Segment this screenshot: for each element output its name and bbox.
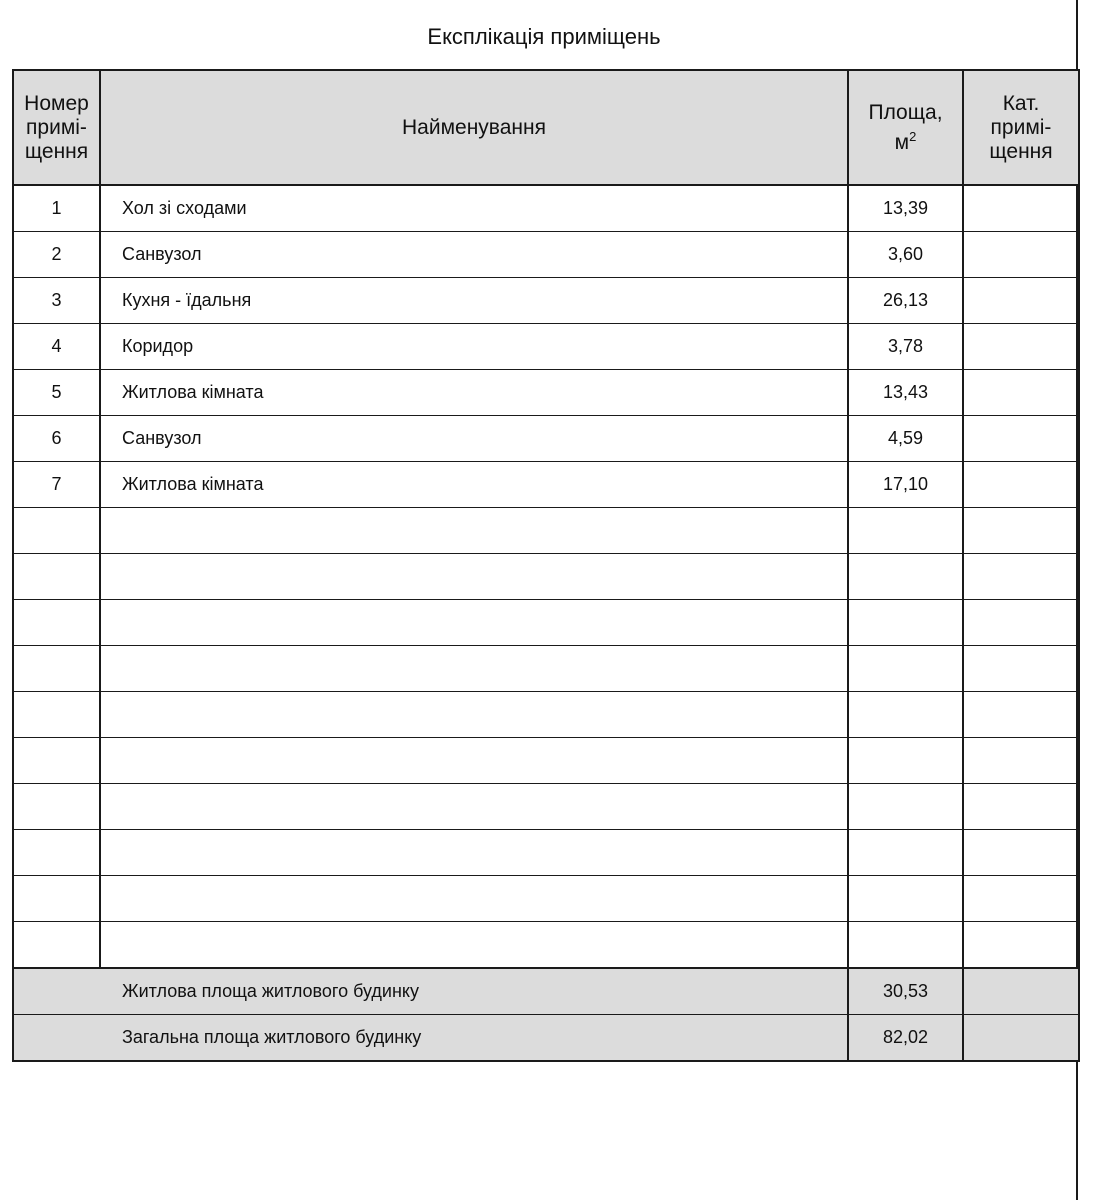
page-title: Експлікація приміщень xyxy=(427,24,661,49)
header-room-name: Найменування xyxy=(100,70,848,185)
header-area-line1: Площа, xyxy=(868,100,943,124)
room-area-cell xyxy=(848,830,963,876)
room-category-cell xyxy=(963,324,1079,370)
room-category-cell xyxy=(963,830,1079,876)
room-area-cell: 3,78 xyxy=(848,324,963,370)
total-area-label: Загальна площа житлового будинку xyxy=(13,1015,848,1062)
header-area-unit-sup: 2 xyxy=(909,128,917,144)
table-row xyxy=(13,784,1079,830)
room-category-cell xyxy=(963,232,1079,278)
room-area-cell: 13,43 xyxy=(848,370,963,416)
table-row xyxy=(13,324,1079,370)
room-number-cell xyxy=(13,738,100,784)
room-category-cell xyxy=(963,922,1079,969)
header-area-unit xyxy=(849,125,962,155)
room-category-cell xyxy=(963,185,1079,232)
room-number-cell xyxy=(13,692,100,738)
room-name-cell: Коридор xyxy=(100,324,848,370)
room-category-cell xyxy=(963,554,1079,600)
room-area-cell xyxy=(848,738,963,784)
header-area-unit-text: м xyxy=(894,130,910,154)
room-name-cell: Кухня - їдальня xyxy=(100,278,848,324)
room-area-cell: 4,59 xyxy=(848,416,963,462)
room-name-cell xyxy=(100,600,848,646)
room-name-cell: Санвузол xyxy=(100,232,848,278)
room-number-cell: 1 xyxy=(13,185,100,232)
room-number-cell xyxy=(13,508,100,554)
room-area-cell xyxy=(848,554,963,600)
header-area xyxy=(848,70,963,185)
total-area-value: 82,02 xyxy=(848,1015,963,1062)
room-name-cell xyxy=(100,554,848,600)
room-category-cell xyxy=(963,600,1079,646)
table-row xyxy=(13,876,1079,922)
room-area-cell xyxy=(848,646,963,692)
room-number-cell: 6 xyxy=(13,416,100,462)
room-number-cell: 7 xyxy=(13,462,100,508)
room-explication-table xyxy=(12,69,1080,1062)
header-room-category xyxy=(963,70,1079,185)
room-name-cell xyxy=(100,876,848,922)
room-category-cell xyxy=(963,738,1079,784)
summary-row-total-area xyxy=(13,1015,1079,1062)
header-room-category-line3: щення xyxy=(989,139,1053,163)
living-area-label: Житлова площа житлового будинку xyxy=(13,968,848,1015)
room-number-cell xyxy=(13,600,100,646)
header-room-number-line1: Номер xyxy=(24,91,89,115)
room-name-cell: Житлова кімната xyxy=(100,370,848,416)
room-name-cell: Хол зі сходами xyxy=(100,185,848,232)
room-name-cell xyxy=(100,784,848,830)
header-room-category-line2: примі- xyxy=(990,115,1052,139)
room-name-cell xyxy=(100,738,848,784)
table-row xyxy=(13,922,1079,969)
room-area-cell xyxy=(848,784,963,830)
total-area-category xyxy=(963,1015,1079,1062)
room-number-cell: 3 xyxy=(13,278,100,324)
room-name-cell: Санвузол xyxy=(100,416,848,462)
table-row xyxy=(13,462,1079,508)
table-header-row xyxy=(13,70,1079,185)
room-category-cell xyxy=(963,416,1079,462)
room-area-cell xyxy=(848,922,963,969)
header-room-category-line1: Кат. xyxy=(1002,91,1040,115)
room-name-cell: Житлова кімната xyxy=(100,462,848,508)
table-row xyxy=(13,646,1079,692)
room-category-cell xyxy=(963,508,1079,554)
summary-row-living-area xyxy=(13,968,1079,1015)
room-area-cell xyxy=(848,876,963,922)
table-row xyxy=(13,370,1079,416)
table-row xyxy=(13,738,1079,784)
table-row xyxy=(13,600,1079,646)
room-number-cell xyxy=(13,830,100,876)
room-category-cell xyxy=(963,646,1079,692)
room-number-cell xyxy=(13,922,100,969)
room-category-cell xyxy=(963,876,1079,922)
room-category-cell xyxy=(963,784,1079,830)
header-room-number-line3: щення xyxy=(24,139,89,163)
room-number-cell xyxy=(13,784,100,830)
room-name-cell xyxy=(100,508,848,554)
table-row xyxy=(13,830,1079,876)
room-name-cell xyxy=(100,830,848,876)
room-number-cell xyxy=(13,876,100,922)
room-number-cell: 5 xyxy=(13,370,100,416)
room-name-cell xyxy=(100,692,848,738)
room-number-cell: 2 xyxy=(13,232,100,278)
room-area-cell xyxy=(848,692,963,738)
room-area-cell xyxy=(848,600,963,646)
living-area-category xyxy=(963,968,1079,1015)
room-category-cell xyxy=(963,692,1079,738)
room-number-cell xyxy=(13,554,100,600)
living-area-value: 30,53 xyxy=(848,968,963,1015)
table-row xyxy=(13,508,1079,554)
table-row xyxy=(13,278,1079,324)
header-room-number-line2: примі- xyxy=(26,115,87,139)
room-category-cell xyxy=(963,462,1079,508)
table-row xyxy=(13,416,1079,462)
room-number-cell xyxy=(13,646,100,692)
room-area-cell: 17,10 xyxy=(848,462,963,508)
table-row xyxy=(13,232,1079,278)
room-area-cell: 13,39 xyxy=(848,185,963,232)
table-row xyxy=(13,692,1079,738)
header-room-number xyxy=(13,70,100,185)
table-row xyxy=(13,554,1079,600)
room-area-cell: 26,13 xyxy=(848,278,963,324)
room-name-cell xyxy=(100,922,848,969)
room-name-cell xyxy=(100,646,848,692)
table-body xyxy=(13,185,1079,1061)
table-row xyxy=(13,185,1079,232)
room-category-cell xyxy=(963,278,1079,324)
room-category-cell xyxy=(963,370,1079,416)
room-area-cell xyxy=(848,508,963,554)
room-number-cell: 4 xyxy=(13,324,100,370)
room-area-cell: 3,60 xyxy=(848,232,963,278)
